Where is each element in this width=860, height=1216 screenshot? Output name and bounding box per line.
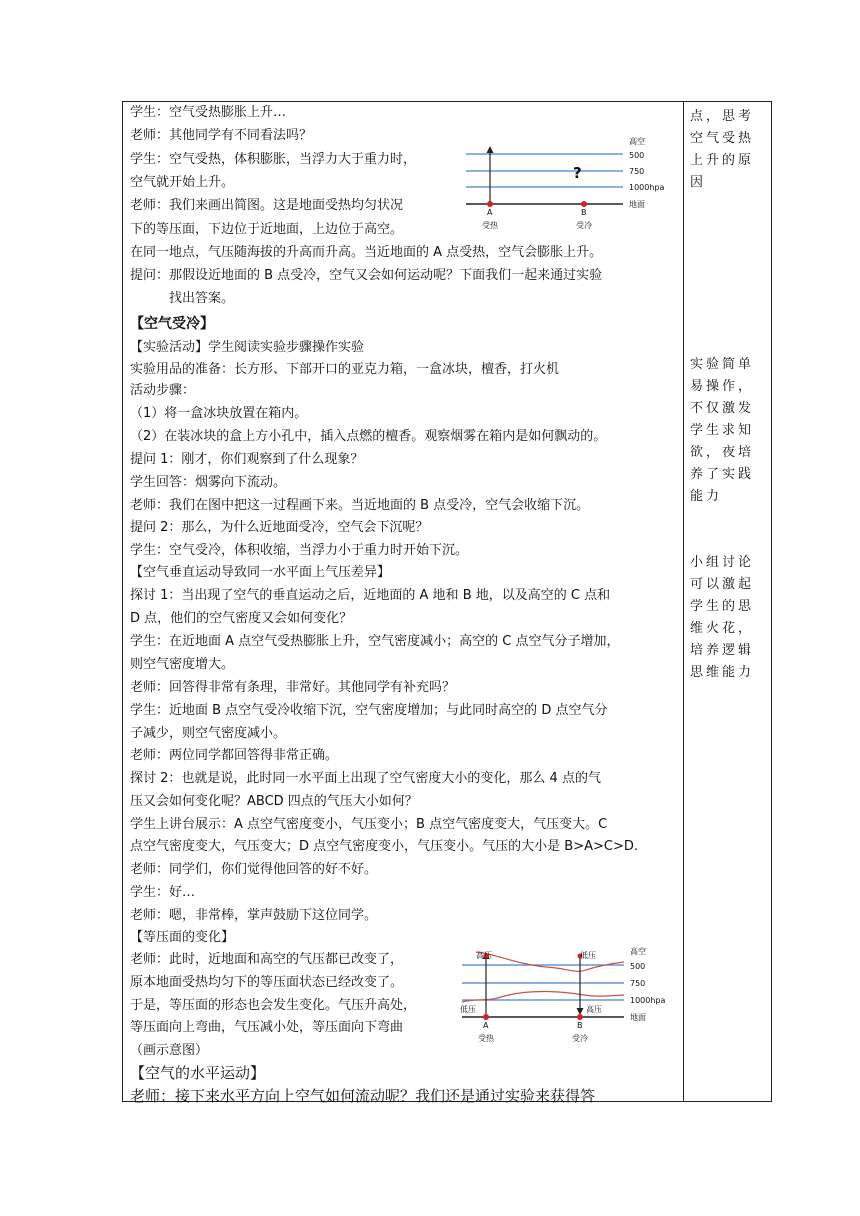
label-500: 500 xyxy=(630,962,646,971)
column-divider xyxy=(683,101,684,1102)
text-line: 学生：近地面 B 点空气受冷收缩下沉，空气密度增加；与此同时高空的 D 点空气分 xyxy=(130,703,608,718)
text-line: 找出答案。 xyxy=(130,291,235,306)
text-line: 原本地面受热均匀下的等压面状态已经改变了。 xyxy=(130,975,404,990)
text-line: 点空气密度变大，气压变大；D 点空气密度变小，气压变小。气压的大小是 B>A>C>D. xyxy=(130,839,638,854)
text-line: 老师：回答得非常有条理，非常好。其他同学有补充吗？ xyxy=(130,680,456,695)
text-line: 学生：空气受热膨胀上升… xyxy=(130,105,287,120)
text-line: 提问 2：那么，为什么近地面受冷，空气会下沉呢？ xyxy=(130,520,429,535)
text-line: 在同一地点，气压随海拔的升高而升高。当近地面的 A 点受热，空气会膨胀上升。 xyxy=(130,245,603,260)
label-high-pressure-c: 高压 xyxy=(476,951,492,960)
label-500: 500 xyxy=(629,151,645,160)
text-line: 学生：空气受热，体积膨胀，当浮力大于重力时， xyxy=(130,152,417,167)
text-line: 老师：此时，近地面和高空的气压都已改变了， xyxy=(130,952,404,967)
isobar-diagram-uniform xyxy=(458,130,665,240)
text-line: 实验用品的准备：长方形、下部开口的亚克力箱，一盒冰块，檀香，打火机 xyxy=(130,362,560,377)
text-line: 学生：空气受冷，体积收缩，当浮力小于重力时开始下沉。 xyxy=(130,543,469,558)
text-line: 学生上讲台展示：A 点空气密度变小，气压变小；B 点空气密度变大，气压变大。C xyxy=(130,817,608,832)
text-line: 老师：同学们，你们觉得他回答的好不好。 xyxy=(130,862,378,877)
label-heated: 受热 xyxy=(482,221,498,230)
label-high-pressure-b: 高压 xyxy=(586,1005,602,1014)
label-low-pressure-d: 低压 xyxy=(580,951,596,960)
label-cooled: 受冷 xyxy=(576,221,592,230)
text-line: 老师：嗯，非常棒，掌声鼓励下这位同学。 xyxy=(130,908,378,923)
text-line: （画示意图） xyxy=(130,1043,209,1058)
label-750: 750 xyxy=(629,167,645,176)
text-line: （2）在装冰块的盒上方小孔中，插入点燃的檀香。观察烟雾在箱内是如何飘动的。 xyxy=(130,429,607,444)
text-line: 等压面向上弯曲，气压减小处，等压面向下弯曲 xyxy=(130,1020,404,1035)
text-line: 于是，等压面的形态也会发生变化。气压升高处， xyxy=(130,998,417,1013)
text-line: 老师：两位同学都回答得非常正确。 xyxy=(130,748,339,763)
question-mark: ? xyxy=(573,164,582,182)
label-heated: 受热 xyxy=(478,1034,494,1043)
text-line: 压又会如何变化呢？ABCD 四点的气压大小如何？ xyxy=(130,794,418,809)
side-note-1: 点，思考空气受热上升的原因 xyxy=(690,109,755,190)
label-cooled: 受冷 xyxy=(572,1034,588,1043)
label-low-pressure-a: 低压 xyxy=(460,1005,476,1014)
text-line: 探讨 1：当出现了空气的垂直运动之后，近地面的 A 地和 B 地，以及高空的 C 点和 xyxy=(130,588,611,603)
text-line: 活动步骤： xyxy=(130,383,196,398)
text-line: 学生：在近地面 A 点空气受热膨胀上升，空气密度减小；高空的 C 点空气分子增加， xyxy=(130,634,620,649)
text-line: 老师：我们在图中把这一过程画下来。当近地面的 B 点受冷，空气会收缩下沉。 xyxy=(130,498,590,513)
label-point-b: B xyxy=(577,1021,583,1030)
text-line: 探讨 2：也就是说，此时同一水平面上出现了空气密度大小的变化，那么 4 点的气 xyxy=(130,771,601,786)
label-point-a: A xyxy=(487,208,493,217)
label-point-b: B xyxy=(581,208,587,217)
label-ground: 地面 xyxy=(629,200,645,209)
side-note-2: 实验简单易操作，不仅激发学生求知欲，夜培养了实践能力 xyxy=(690,357,755,504)
text-line: 老师：其他同学有不同看法吗？ xyxy=(130,128,313,143)
text-line: 则空气密度增大。 xyxy=(130,657,235,672)
text-line: 提问 1：刚才，你们观察到了什么现象？ xyxy=(130,452,364,467)
text-line: 【实验活动】学生阅读实验步骤操作实验 xyxy=(130,340,365,355)
text-line: D 点，他们的空气密度又会如何变化？ xyxy=(130,611,353,626)
text-line: 子减少，则空气密度减小。 xyxy=(130,726,287,741)
text-line: 【空气受冷】 xyxy=(130,316,214,332)
label-ground: 地面 xyxy=(630,1013,646,1022)
text-line: 老师：接下来水平方向上空气如何流动呢？我们还是通过实验来获得答 xyxy=(130,1087,596,1105)
text-line: 【空气的水平运动】 xyxy=(130,1064,266,1082)
text-line: 【等压面的变化】 xyxy=(130,930,235,945)
isobar-diagram-changed xyxy=(456,940,666,1052)
label-high-altitude: 高空 xyxy=(629,137,645,146)
label-high-altitude: 高空 xyxy=(630,947,646,956)
label-1000hpa: 1000hpa xyxy=(629,183,665,192)
text-line: （1）将一盒冰块放置在箱内。 xyxy=(130,406,308,421)
text-line: 【空气垂直运动导致同一水平面上气压差异】 xyxy=(130,565,391,580)
label-1000hpa: 1000hpa xyxy=(630,996,666,1005)
side-note-3: 小组讨论可以激起学生的思维火花，培养逻辑思维能力 xyxy=(690,555,755,680)
label-750: 750 xyxy=(630,979,646,988)
text-line: 老师：我们来画出简图。这是地面受热均匀状况 xyxy=(130,198,404,213)
text-line: 学生：好… xyxy=(130,885,196,900)
label-point-a: A xyxy=(483,1021,489,1030)
text-line: 提问：那假设近地面的 B 点受冷，空气又会如何运动呢？下面我们一起来通过实验 xyxy=(130,268,603,283)
text-line: 学生回答：烟雾向下流动。 xyxy=(130,475,287,490)
text-line: 下的等压面，下边位于近地面，上边位于高空。 xyxy=(130,222,404,237)
text-line: 空气就开始上升。 xyxy=(130,175,235,190)
